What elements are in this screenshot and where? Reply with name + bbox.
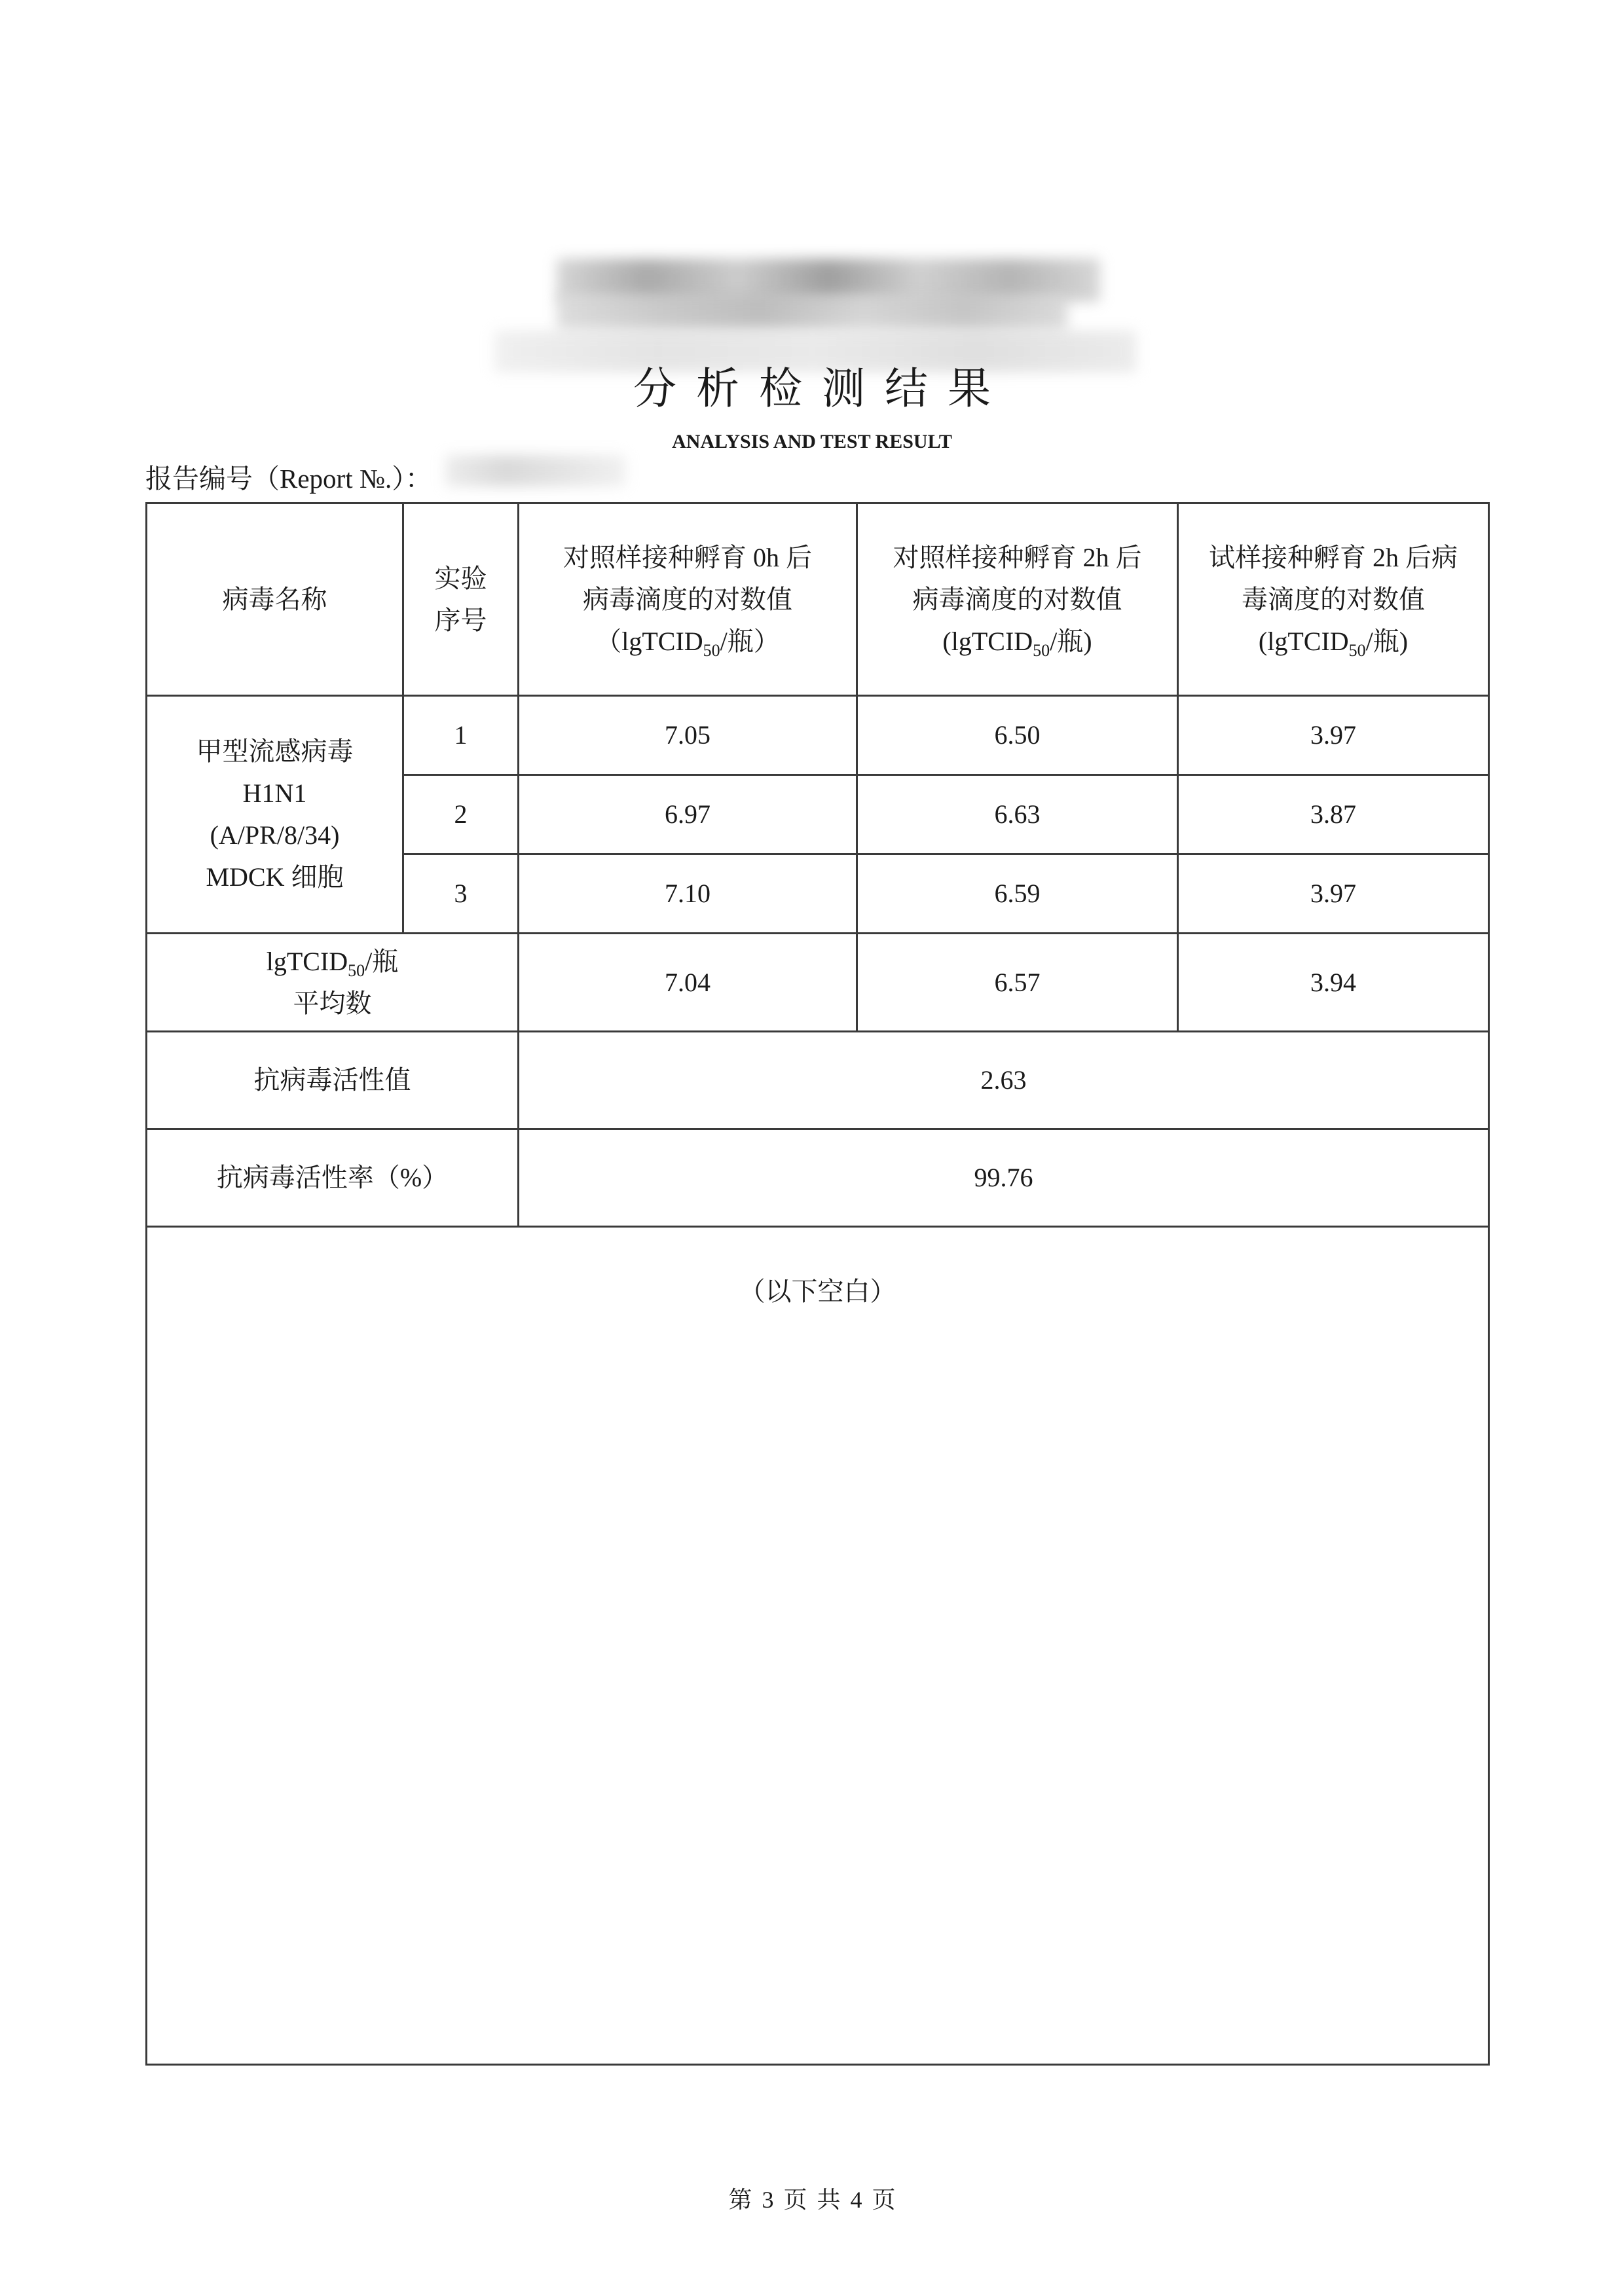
- page-title: 分析检测结果: [633, 365, 1010, 413]
- table-row: [147, 696, 1489, 775]
- activity-label-cell: 抗病毒活性值: [147, 1032, 519, 1129]
- page-subtitle: ANALYSIS AND TEST RESULT: [672, 431, 952, 452]
- avg-ctrl0-cell: 7.04: [519, 934, 857, 1032]
- redacted-institution-name-line2: [557, 293, 1067, 330]
- col-header-ctrl0: 对照样接种孵育 0h 后 病毒滴度的对数值 （lgTCID$_{50}$/瓶）: [519, 503, 857, 696]
- col-header-test2: 试样接种孵育 2h 后病 毒滴度的对数值 (lgTCID$_{50}$/瓶): [1178, 503, 1489, 696]
- average-label-cell: lgTCID$_{50}$/瓶 平均数: [147, 934, 519, 1032]
- rate-row: [147, 1129, 1489, 1227]
- col-header-seq: 实验 序号: [403, 503, 519, 696]
- blank-note-cell: （以下空白）: [147, 1227, 1489, 2065]
- rate-label-cell: 抗病毒活性率（%）: [147, 1129, 519, 1227]
- seq-cell: 3: [403, 854, 519, 934]
- test2-cell: 3.87: [1178, 775, 1489, 854]
- rate-value-cell: 99.76: [519, 1129, 1489, 1227]
- avg-ctrl2-cell: 6.57: [857, 934, 1178, 1032]
- page-number: 第 3 页 共 4 页: [728, 2187, 896, 2213]
- seq-cell: 1: [403, 696, 519, 775]
- ctrl2-cell: 6.59: [857, 854, 1178, 934]
- result-table: [145, 502, 1490, 2066]
- ctrl2-cell: 6.63: [857, 775, 1178, 854]
- ctrl0-cell: 7.10: [519, 854, 857, 934]
- avg-test2-cell: 3.94: [1178, 934, 1489, 1032]
- blank-row: [147, 1227, 1489, 2065]
- average-row: [147, 934, 1489, 1032]
- header-row: [147, 503, 1489, 696]
- col-header-ctrl2: 对照样接种孵育 2h 后 病毒滴度的对数值 (lgTCID$_{50}$/瓶): [857, 503, 1178, 696]
- activity-row: [147, 1032, 1489, 1129]
- ctrl0-cell: 6.97: [519, 775, 857, 854]
- report-number-label: 报告编号（Report №.）：: [145, 464, 432, 494]
- ctrl0-cell: 7.05: [519, 696, 857, 775]
- test2-cell: 3.97: [1178, 696, 1489, 775]
- redacted-report-number: [445, 455, 625, 486]
- seq-cell: 2: [403, 775, 519, 854]
- activity-value-cell: 2.63: [519, 1032, 1489, 1129]
- test2-cell: 3.97: [1178, 854, 1489, 934]
- col-header-virus: 病毒名称: [147, 503, 403, 696]
- ctrl2-cell: 6.50: [857, 696, 1178, 775]
- virus-name-cell: 甲型流感病毒 H1N1 (A/PR/8/34) MDCK 细胞: [147, 696, 403, 934]
